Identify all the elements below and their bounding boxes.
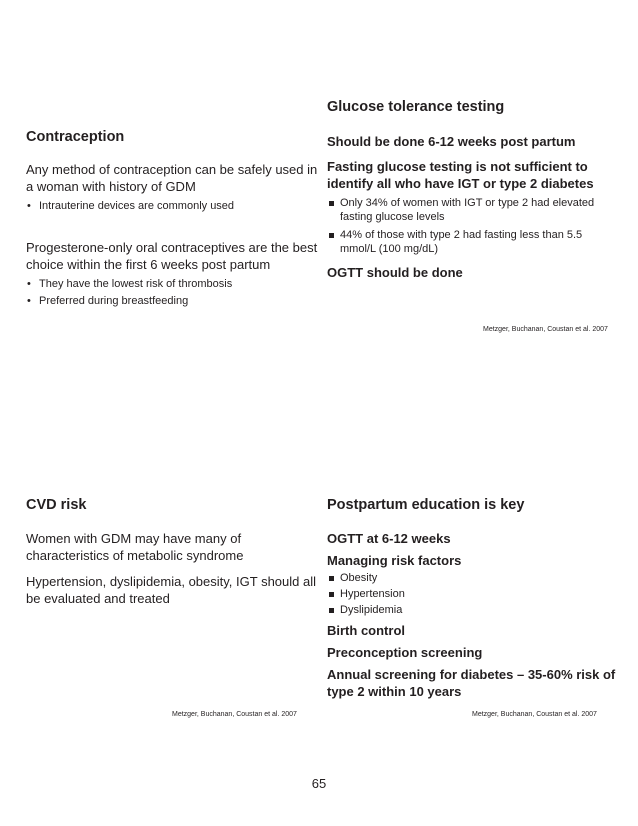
- education-title: Postpartum education is key: [327, 497, 525, 513]
- glucose-bullets: [327, 196, 619, 256]
- education-bullets: [327, 571, 619, 617]
- cvd-slide: [26, 496, 318, 607]
- education-item-1: OGTT at 6-12 weeks: [327, 531, 451, 546]
- glucose-line-1: Should be done 6-12 weeks post partum: [327, 134, 576, 149]
- contraception-title: Contraception: [26, 129, 125, 145]
- list-item: • Preferred during breastfeeding: [26, 294, 318, 308]
- contraception-para-2: Progesterone-only oral contraceptives are the best choice within the first 6 weeks post partum: [26, 240, 318, 272]
- list-item: 44% of those with type 2 had fasting less than 5.5 mmol/L (100 mg/dL): [327, 228, 619, 256]
- education-citation: Metzger, Buchanan, Coustan et al. 2007: [472, 711, 597, 718]
- glucose-line-2: Fasting glucose testing is not sufficient to identify all who have IGT or type 2 diabetes: [327, 159, 594, 191]
- education-slide: [327, 496, 619, 700]
- cvd-para-1: Women with GDM may have many of characteristics of metabolic syndrome: [26, 531, 244, 563]
- education-item-2: Managing risk factors: [327, 553, 462, 568]
- education-item-3: Birth control: [327, 623, 405, 638]
- education-item-4: Preconception screening: [327, 645, 483, 660]
- contraception-bullets-1: [26, 199, 318, 213]
- cvd-para-2: Hypertension, dyslipidemia, obesity, IGT should all be evaluated and treated: [26, 574, 316, 606]
- glucose-title: Glucose tolerance testing: [327, 99, 505, 115]
- list-item: Obesity: [327, 571, 619, 585]
- contraception-para-1: Any method of contraception can be safely used in a woman with history of GDM: [26, 162, 318, 194]
- cvd-citation: Metzger, Buchanan, Coustan et al. 2007: [172, 711, 297, 718]
- contraception-bullets-2: [26, 277, 318, 308]
- cvd-title: CVD risk: [26, 497, 87, 513]
- list-item: Dyslipidemia: [327, 603, 619, 617]
- list-item: • They have the lowest risk of thrombosis: [26, 277, 318, 291]
- glucose-line-3: OGTT should be done: [327, 265, 463, 280]
- list-item: Only 34% of women with IGT or type 2 had elevated fasting glucose levels: [327, 196, 619, 224]
- list-item: Hypertension: [327, 587, 619, 601]
- glucose-citation: Metzger, Buchanan, Coustan et al. 2007: [483, 326, 608, 333]
- education-item-5: Annual screening for diabetes – 35-60% risk of type 2 within 10 years: [327, 667, 616, 699]
- contraception-slide: [26, 128, 318, 308]
- page-number: 65: [311, 776, 327, 791]
- list-item: • Intrauterine devices are commonly used: [26, 199, 318, 213]
- glucose-slide: [327, 98, 619, 281]
